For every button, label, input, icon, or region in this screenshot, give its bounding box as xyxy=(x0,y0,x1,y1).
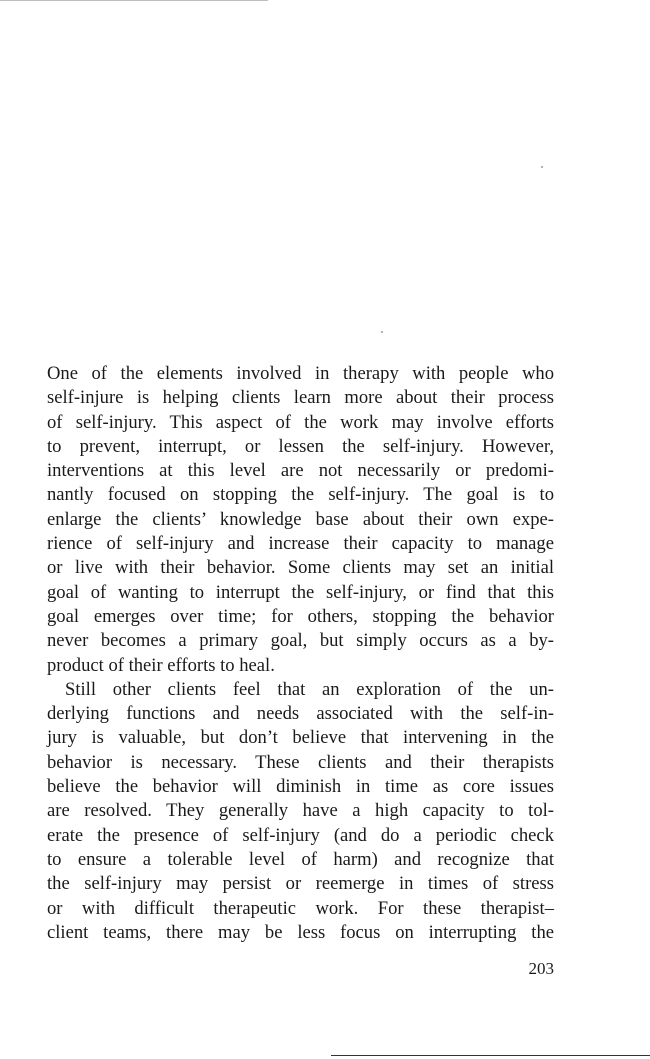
top-rule xyxy=(0,0,268,1)
body-text xyxy=(47,362,554,945)
text-line: believe the behavior will diminish in time as core issues xyxy=(47,776,554,798)
text-line: or with difficult therapeutic work. For these therapist– xyxy=(47,897,554,919)
text-line: Still other clients feel that an exploration of the un- xyxy=(65,678,554,700)
text-line: erate the presence of self-injury (and do a periodic check xyxy=(47,824,554,846)
scan-speck xyxy=(541,166,543,168)
text-line: self-injure is helping clients learn more about their process xyxy=(47,387,554,409)
text-line: enlarge the clients’ knowledge base about their own expe- xyxy=(47,508,554,530)
text-line: behavior is necessary. These clients and their therapists xyxy=(47,751,554,773)
bottom-rule xyxy=(331,1055,650,1056)
text-line: to ensure a tolerable level of harm) and recognize that xyxy=(47,848,554,870)
text-line: the self-injury may persist or reemerge in times of stress xyxy=(47,873,554,895)
text-line: goal of wanting to interrupt the self-injury, or find that this xyxy=(47,581,554,603)
text-line: One of the elements involved in therapy with people who xyxy=(47,363,554,384)
text-line: of self-injury. This aspect of the work may involve efforts xyxy=(47,411,554,433)
text-line: are resolved. They generally have a high capacity to tol- xyxy=(47,800,554,822)
text-line: client teams, there may be less focus on interrupting the xyxy=(47,921,554,943)
page-number: 203 xyxy=(528,959,554,978)
text-line: nantly focused on stopping the self-injury. The goal is to xyxy=(47,484,554,506)
text-line: rience of self-injury and increase their capacity to manage xyxy=(47,533,554,555)
text-line: jury is valuable, but don’t believe that intervening in the xyxy=(47,727,554,749)
text-line: interventions at this level are not necessarily or predomi- xyxy=(47,460,554,482)
text-line: never becomes a primary goal, but simply occurs as a by- xyxy=(47,630,554,652)
text-line: goal emerges over time; for others, stopping the behavior xyxy=(47,605,554,627)
text-line: or live with their behavior. Some clients may set an initial xyxy=(47,557,554,579)
text-line: to prevent, interrupt, or lessen the self-injury. However, xyxy=(47,435,554,457)
scan-speck xyxy=(381,331,383,333)
text-line: derlying functions and needs associated with the self-in- xyxy=(47,703,554,725)
text-line: product of their efforts to heal. xyxy=(47,654,275,676)
